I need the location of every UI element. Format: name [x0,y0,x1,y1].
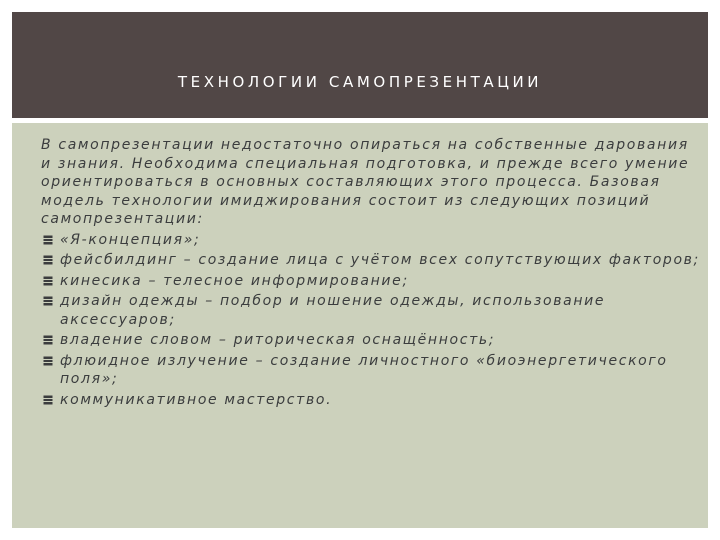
list-item [41,292,701,329]
list-item [41,231,701,250]
list-item-text: кинесика – телесное информирование; [60,272,409,289]
intro-paragraph: В самопрезентации недостаточно опираться на собственные дарования и знания. Необходима специальная подготовка, и прежде всего умение ориентироваться в основных составляющих этого процесса. Базовая модель технологии имиджирования состоит из следующих позиций самопрезентации: [41,137,690,227]
square-bullet-icon [43,235,53,245]
positions-list [41,231,701,410]
list-item-text: фейсбилдинг – создание лица с учётом всех сопутствующих факторов; [60,252,700,268]
square-bullet-icon [43,395,53,405]
list-item [41,391,701,410]
list-item [41,272,701,291]
list-item-text: флюидное излучение – создание личностного «биоэнергетического поля»; [60,352,668,387]
list-item-text: коммуникативное мастерство. [60,391,333,408]
square-bullet-icon [43,356,53,366]
list-item [41,352,701,389]
square-bullet-icon [43,335,53,345]
list-item-text: «Я-концепция»; [60,231,201,248]
title-bar [12,12,708,118]
content-panel [12,123,708,528]
square-bullet-icon [43,276,53,286]
square-bullet-icon [43,296,53,306]
list-item [41,331,701,350]
slide-content [41,136,701,409]
square-bullet-icon [43,255,53,265]
list-item-text: владение словом – риторическая оснащённость; [60,332,496,348]
list-item-text: дизайн одежды – подбор и ношение одежды, использование аксессуаров; [60,293,606,328]
list-item [41,251,701,270]
slide-title: ТЕХНОЛОГИИ САМОПРЕЗЕНТАЦИИ [177,73,543,91]
